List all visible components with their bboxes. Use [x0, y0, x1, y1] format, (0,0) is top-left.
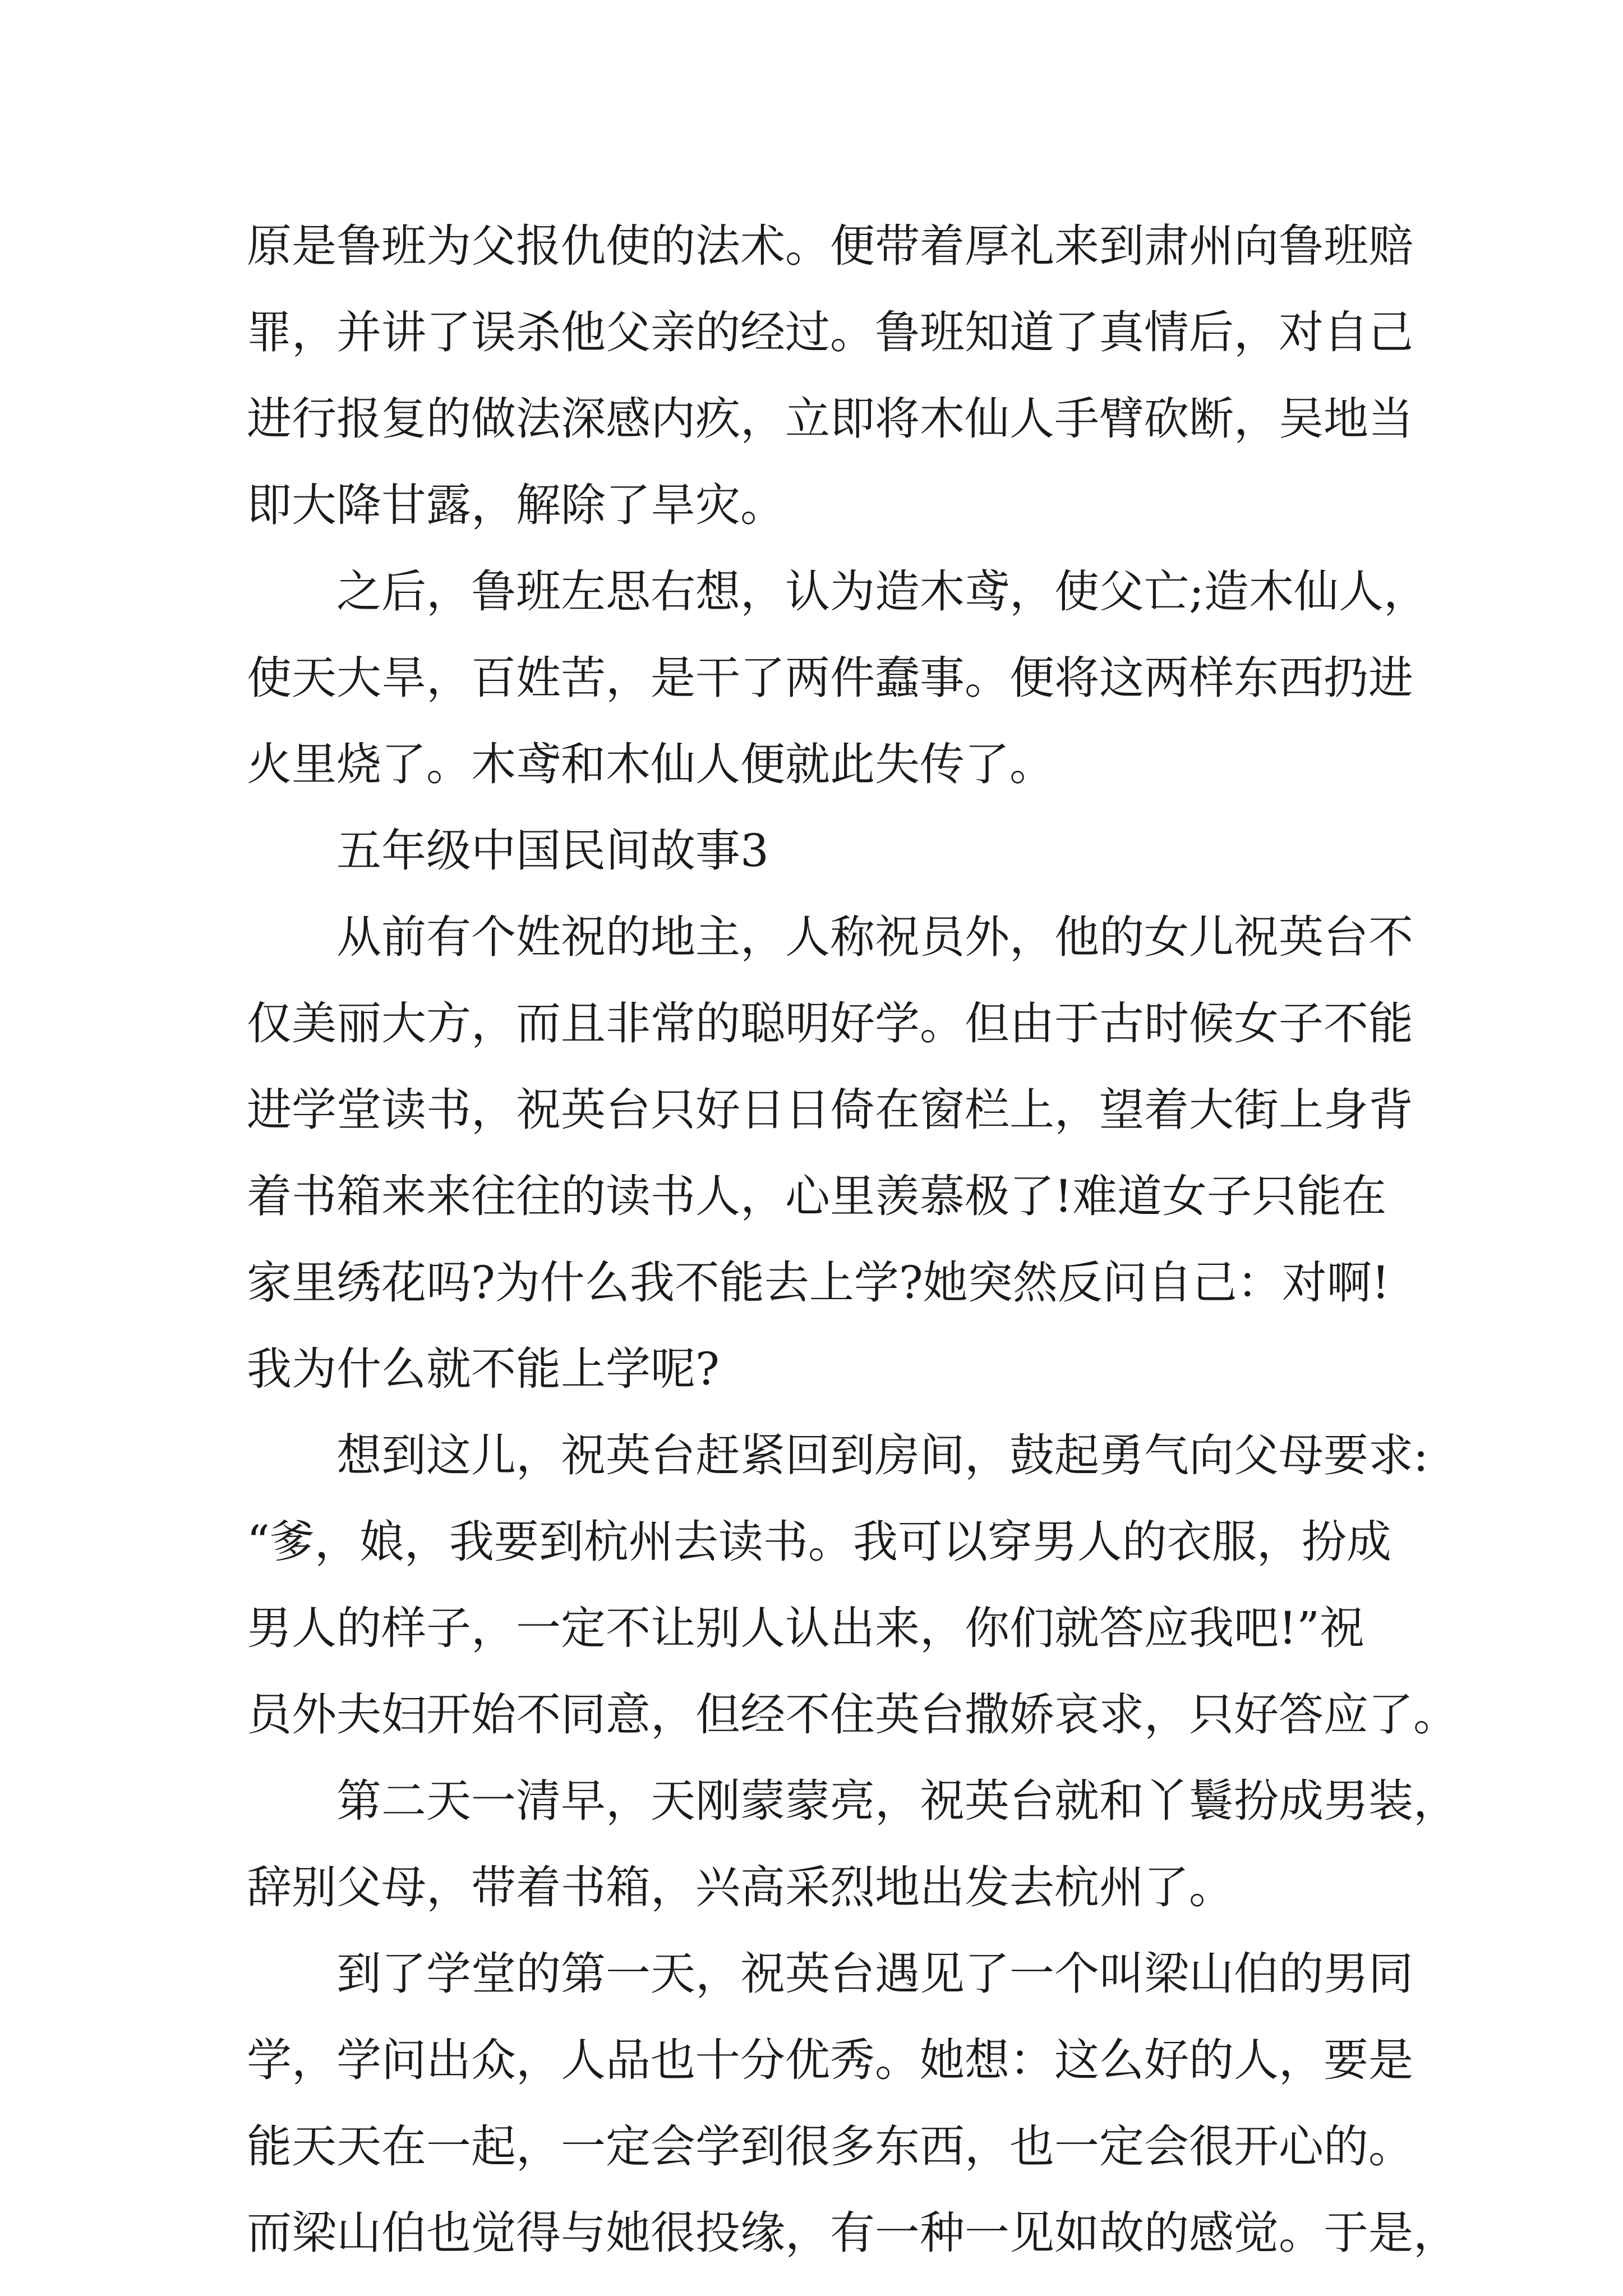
- text-line: 到了学堂的第一天，祝英台遇见了一个叫梁山伯的男同: [336, 1948, 1413, 2000]
- text-line: 而梁山伯也觉得与她很投缘，有一种一见如故的感觉。于是，: [247, 2207, 1458, 2259]
- text-line: 辞别父母，带着书箱，兴高采烈地出发去杭州了。: [247, 1861, 1234, 1913]
- text-line: 即大降甘露，解除了旱灾。: [247, 479, 785, 531]
- text-line: 想到这儿，祝英台赶紧回到房间，鼓起勇气向父母要求:: [336, 1429, 1428, 1481]
- text-line: 员外夫妇开始不同意，但经不住英台撒娇哀求，只好答应了。: [247, 1688, 1458, 1741]
- text-line: 五年级中国民间故事3: [336, 825, 769, 877]
- text-line: 家里绣花吗?为什么我不能去上学?她突然反问自己：对啊!: [247, 1257, 1390, 1309]
- body-text: [247, 203, 1458, 2276]
- text-line: 能天天在一起，一定会学到很多东西，也一定会很开心的。: [247, 2120, 1413, 2173]
- text-line: 罪，并讲了误杀他父亲的经过。鲁班知道了真情后，对自己: [247, 306, 1413, 358]
- text-line: 第二天一清早，天刚蒙蒙亮，祝英台就和丫鬟扮成男装，: [336, 1775, 1458, 1827]
- text-line: 从前有个姓祝的地主，人称祝员外，他的女儿祝英台不: [336, 911, 1413, 963]
- text-line: 我为什么就不能上学呢?: [247, 1343, 720, 1395]
- text-line: 进行报复的做法深感内疚，立即将木仙人手臂砍断，吴地当: [247, 393, 1413, 445]
- text-line: 仅美丽大方，而且非常的聪明好学。但由于古时候女子不能: [247, 997, 1413, 1050]
- text-line: 使天大旱，百姓苦，是干了两件蠢事。便将这两样东西扔进: [247, 652, 1413, 704]
- text-line: 火里烧了。木鸢和木仙人便就此失传了。: [247, 738, 1054, 790]
- text-line: 之后，鲁班左思右想，认为造木鸢，使父亡;造木仙人，: [336, 565, 1428, 618]
- text-line: “爹，娘，我要到杭州去读书。我可以穿男人的衣服，扮成: [247, 1516, 1391, 1568]
- text-line: 男人的样子，一定不让别人认出来，你们就答应我吧!”祝: [247, 1602, 1365, 1654]
- text-line: 学，学问出众，人品也十分优秀。她想：这么好的人，要是: [247, 2034, 1413, 2086]
- text-line: 原是鲁班为父报仇使的法术。便带着厚礼来到肃州向鲁班赔: [247, 220, 1413, 272]
- text-line: 着书箱来来往往的读书人，心里羡慕极了!难道女子只能在: [247, 1170, 1387, 1222]
- text-line: 进学堂读书，祝英台只好日日倚在窗栏上，望着大街上身背: [247, 1084, 1413, 1136]
